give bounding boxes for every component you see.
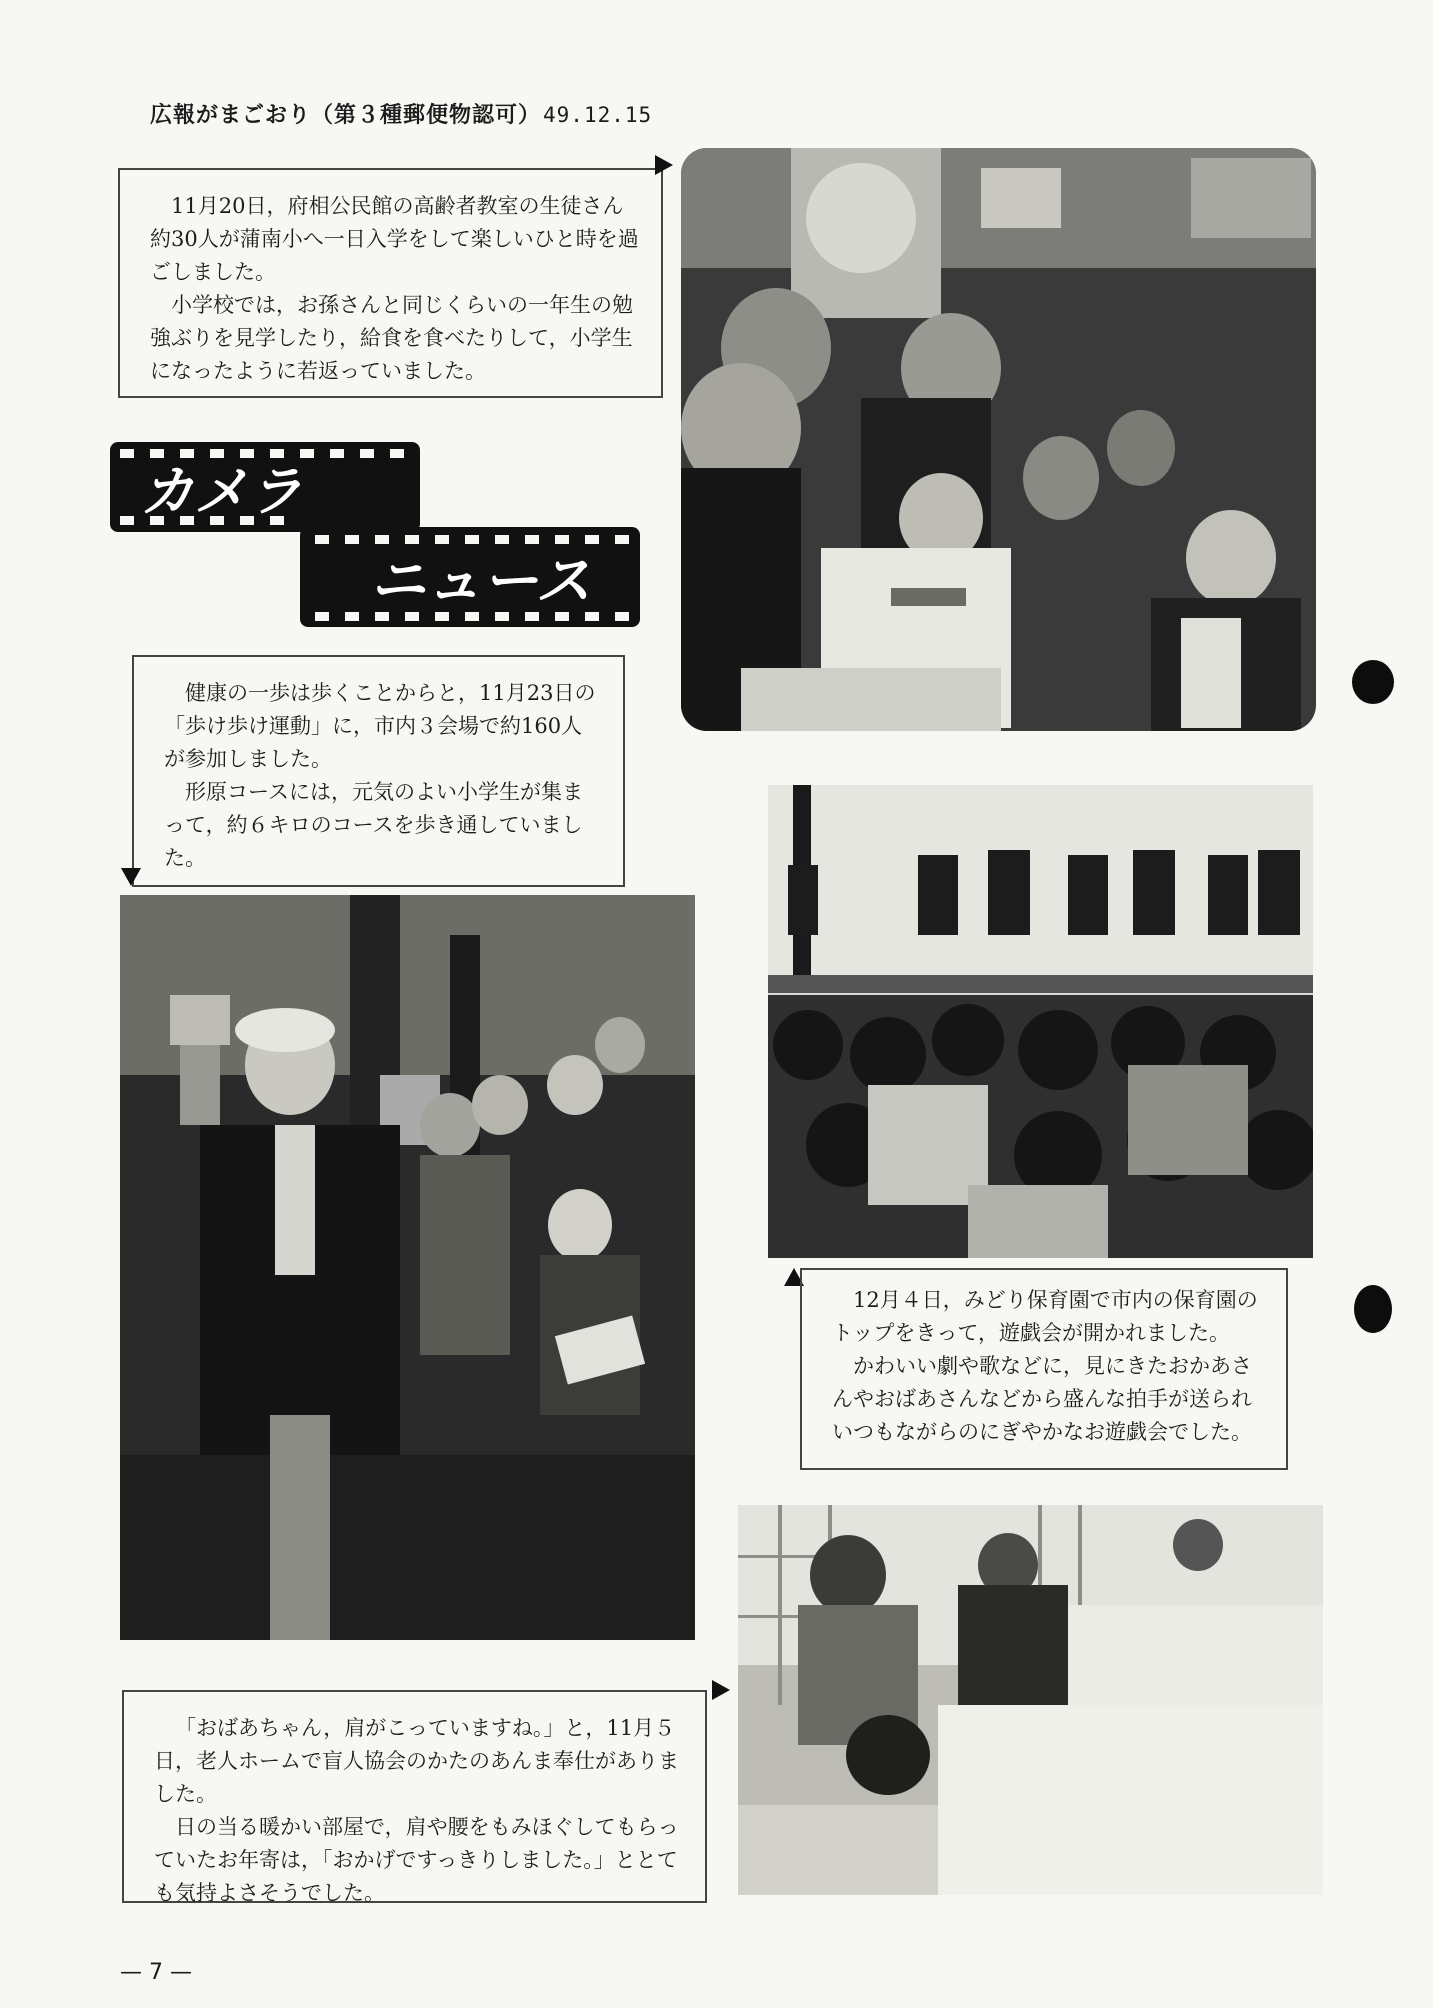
- binder-hole-mark: [1352, 660, 1394, 704]
- publication-header: [150, 98, 652, 129]
- logo-line-1: カメラ: [140, 460, 302, 523]
- article-4-paragraph-2: 日の当る暖かい部屋で，肩や腰をもみほぐしてもらっていたお年寄は，「おかげですっきりしました。」ととても気持よさそうでした。: [154, 1815, 679, 1905]
- camera-news-logo: [110, 432, 640, 632]
- page-number: — 7 —: [120, 1960, 192, 1985]
- logo-line-2: ニュース: [370, 549, 592, 614]
- photo-walking-event: [120, 895, 695, 1640]
- photo-classroom-visit: [681, 148, 1316, 731]
- article-2-paragraph-1: 健康の一歩は歩くことからと，11月23日の「歩け歩け運動」に，市内３会場で約160人が参加しました。: [164, 681, 596, 771]
- article-4-caption: [122, 1690, 707, 1903]
- article-3-paragraph-2: かわいい劇や歌などに，見にきたおかあさんやおばあさんなどから盛んな拍手が送られいつもながらのにぎやかなお遊戯会でした。: [832, 1354, 1252, 1444]
- article-4-paragraph-1: 「おばあちゃん，肩がこっていますね。」と，11月５日，老人ホームで盲人協会のかたのあんま奉仕がありました。: [154, 1716, 679, 1806]
- article-3-paragraph-1: 12月４日，みどり保育園で市内の保育園のトップをきって，遊戯会が開かれました。: [832, 1288, 1258, 1345]
- publication-title: 広報がまごおり（第３種郵便物認可）: [150, 103, 542, 128]
- photo-nursery-recital: [768, 785, 1313, 1258]
- article-2-paragraph-2: 形原コースには，元気のよい小学生が集まって，約６キロのコースを歩き通していました。: [164, 780, 583, 870]
- arrow-down-icon: [121, 868, 141, 886]
- article-1-paragraph-1: 11月20日，府相公民館の高齢者教室の生徒さん約30人が蒲南小へ一日入学をして楽しいひと時を過ごしました。: [150, 194, 639, 284]
- article-2-caption: [132, 655, 625, 887]
- article-3-caption: [800, 1268, 1288, 1470]
- article-1-caption: [118, 168, 663, 398]
- binder-hole-mark: [1354, 1285, 1392, 1333]
- photo-massage-volunteer: [738, 1505, 1323, 1895]
- publication-date: 49.12.15: [543, 103, 653, 127]
- arrow-right-icon: [655, 155, 673, 175]
- article-1-paragraph-2: 小学校では，お孫さんと同じくらいの一年生の勉強ぶりを見学したり，給食を食べたりして，小学生になったように若返っていました。: [150, 293, 633, 383]
- arrow-right-icon: [712, 1680, 730, 1700]
